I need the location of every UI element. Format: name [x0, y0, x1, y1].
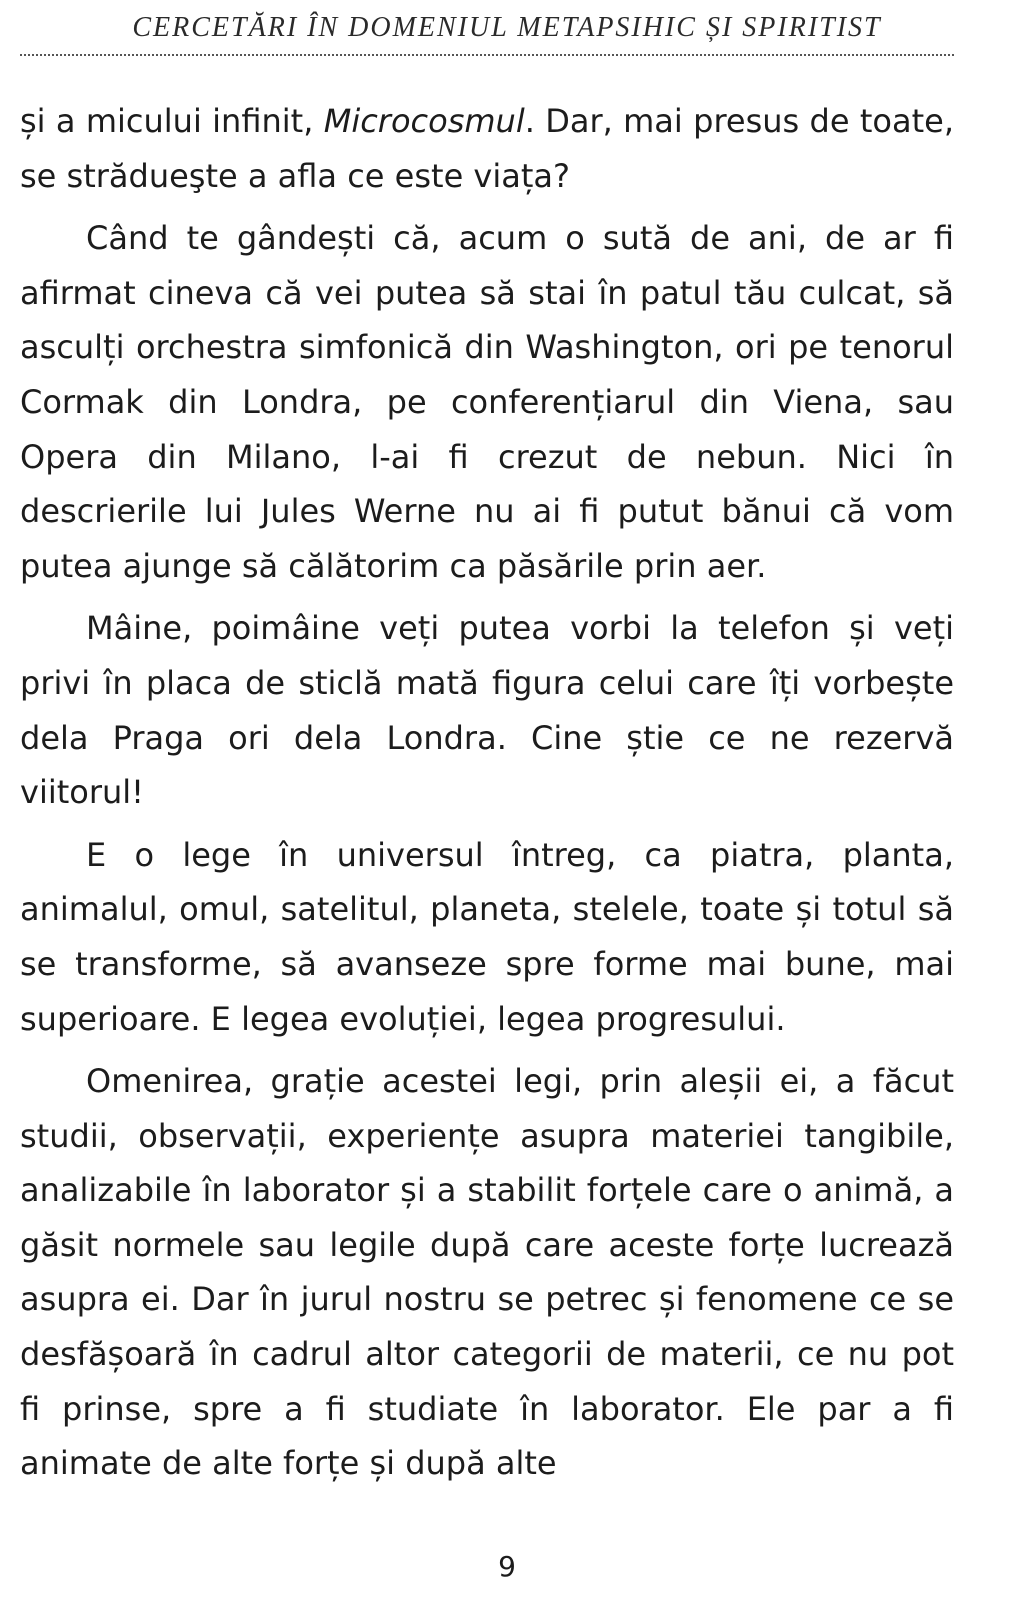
page-body [20, 94, 954, 1499]
paragraph-1-start: și a micului infinit, [20, 102, 324, 140]
paragraph-4: E o lege în universul întreg, ca piatra, planta, animalul, omul, satelitul, planeta, stelele, toate și totul să se transforme, să avanseze spre forme mai bune, mai superioare. E legea evoluției, legea progresului. [20, 835, 954, 1038]
paragraph-1 [20, 94, 954, 203]
paragraph-2: Când te gândești că, acum o sută de ani, de ar fi afirmat cineva că vei putea să stai în patul tău culcat, să asculți orchestra simfonică din Washington, ori pe tenorul Cormak din Londra, pe conferențiarul din Viena, sau Opera din Milano, l-ai fi crezut de nebun. Nici în descrierile lui Jules Werne nu ai fi putut bănui că vom putea ajunge să călătorim ca păsările prin aer. [20, 219, 954, 585]
paragraph-5: Omenirea, grație acestei legi, prin aleșii ei, a făcut studii, observații, experiențe asupra materiei tangibile, analizabile în laborator și a stabilit forțele care o animă, a găsit normele sau legile după care aceste forțe lucrează asupra ei. Dar în jurul nostru se petrec și fenomene ce se desfășoară în cadrul altor categorii de materii, ce nu pot fi prinse, spre a fi studiate în laborator. Ele par a fi animate de alte forțe și după alte [20, 1062, 954, 1483]
running-header: CERCETĂRI ÎN DOMENIUL METAPSIHIC ȘI SPIRITIST [132, 12, 882, 43]
emphasis-microcosmul: Microcosmul [323, 102, 525, 140]
page-number: 9 [498, 1550, 516, 1583]
paragraph-3: Mâine, poimâine veți putea vorbi la telefon și veți privi în placa de sticlă mată figura celui care îți vorbește dela Praga ori dela Londra. Cine știe ce ne rezervă viitorul! [20, 609, 954, 812]
header-dotted-rule [20, 54, 954, 56]
paragraph-1-end: . Dar, mai presus de toate, se strădueşte a afla ce este viața? [20, 102, 954, 195]
